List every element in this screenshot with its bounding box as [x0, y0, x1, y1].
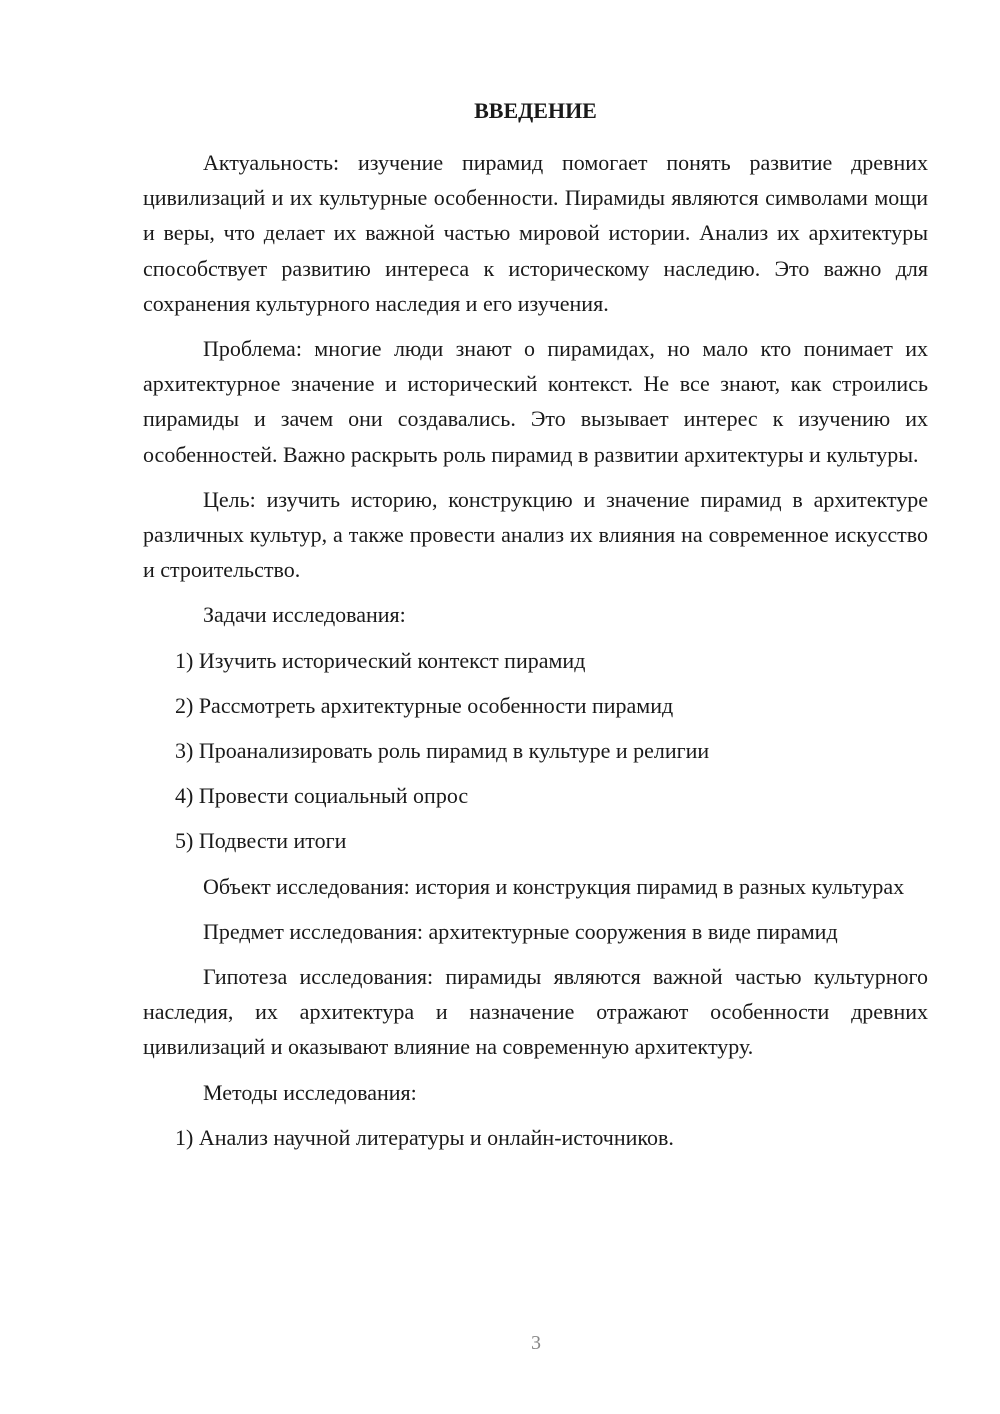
list-item: 1) Изучить исторический контекст пирамид	[175, 647, 586, 673]
document-page	[143, 96, 928, 1165]
list-item: 5) Подвести итоги	[175, 828, 347, 854]
goal-paragraph: Цель: изучить историю, конструкцию и значение пирамид в архитектуре различных культур, а также провести анализ их влияния на современное искусство и строительство.	[143, 486, 928, 583]
object-paragraph: Объект исследования: история и конструкция пирамид в разных культурах	[203, 873, 905, 899]
list-item: 3) Проанализировать роль пирамид в культуре и религии	[175, 738, 710, 764]
list-item: 2) Рассмотреть архитектурные особенности пирамид	[175, 692, 674, 718]
problem-paragraph: Проблема: многие люди знают о пирамидах, но мало кто понимает их архитектурное значение и исторический контекст. Не все знают, как строились пирамиды и зачем они создавались. Это вызывает интерес к изучению их особенностей. Важно раскрыть роль пирамид в развитии архитектуры и культуры.	[143, 336, 928, 467]
relevance-paragraph: Актуальность: изучение пирамид помогает понять развитие древних цивилизаций и их культурные особенности. Пирамиды являются символами мощи и веры, что делает их важной частью мировой истории. Анализ их архитектуры способствует развитию интереса к историческому наследию. Это важно для сохранения культурного наследия и его изучения.	[143, 150, 928, 316]
section-heading: ВВЕДЕНИЕ	[474, 98, 597, 123]
methods-list	[143, 1120, 928, 1155]
list-item: 4) Провести социальный опрос	[175, 783, 469, 809]
subject-paragraph: Предмет исследования: архитектурные сооружения в виде пирамид	[203, 918, 838, 944]
list-item: 1) Анализ научной литературы и онлайн-источников.	[175, 1124, 674, 1150]
tasks-list	[143, 643, 928, 859]
tasks-title: Задачи исследования:	[203, 602, 406, 628]
hypothesis-paragraph: Гипотеза исследования: пирамиды являются важной частью культурного наследия, их архитектура и назначение отражают особенности древних цивилизаций и оказывают влияние на современную архитектуру.	[143, 964, 928, 1060]
page-number: 3	[531, 1332, 541, 1354]
methods-title: Методы исследования:	[203, 1079, 417, 1105]
